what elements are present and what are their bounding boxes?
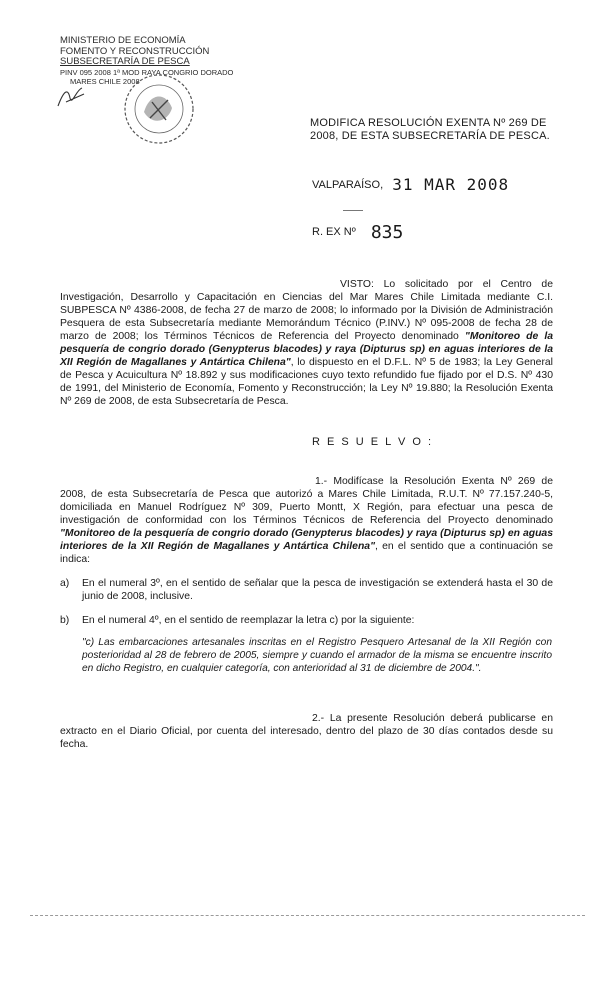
resuelvo-heading: R E S U E L V O : [312,436,434,448]
letterhead-reference-2: MARES CHILE 2008 [70,76,140,86]
letterhead-ministry: MINISTERIO DE ECONOMÍA [60,35,186,46]
point-1-text-1: 1.- Modifícase la Resolución Exenta Nº 269 de 2008, de esta Subsecretaría de Pesca que autorizó a Mares Chile Limitada, R.U.T. Nº 77.157.240-5, domiciliada en Manuel Rodríguez Nº 309, Puerto Montt, X Región, para efectuar una pesca de investigación de conformidad con los Términos Técnicos de Referencia del Proyecto denominado [60,476,553,526]
item-a-text: En el numeral 3º, en el sentido de señalar que la pesca de investigación se extenderá hasta el 30 de junio de 2008, inclusive. [82,578,553,602]
letterhead-subsecretaria: SUBSECRETARÍA DE PESCA [60,56,190,67]
item-a [60,577,553,603]
point-2-text: 2.- La presente Resolución deberá publicarse en extracto en el Diario Oficial, por cuenta del interesado, dentro del plazo de 30 días contados desde su fecha. [60,713,553,750]
visto-text-1: Lo solicitado por el Centro de Investigación, Desarrollo y Capacitación en Ciencias del Mar Mares Chile Limitada mediante C.I. SUBPESCA Nº 4386-2008, de fecha 27 de marzo de 2008; lo informado por la División de Administración Pesquera de esta Subsecretaría mediante Memorándum Técnico (P.INV.) Nº 095-2008 de fecha 28 de marzo de 2008; los Términos Técnicos de Referencia del Proyecto denominado [60,279,553,342]
place-date-line [312,175,509,194]
separator-mark [343,210,363,211]
initials-signature [54,84,94,112]
place-label: VALPARAÍSO, [312,179,384,191]
resolution-number-label: R. EX Nº [312,226,356,238]
resolution-point-2 [60,712,553,751]
visto-lead: VISTO: [340,279,374,290]
date-stamp: 31 MAR 2008 [392,175,510,194]
item-b [60,614,553,627]
resolution-number: 835 [370,222,404,243]
visto-project-title: "Monitoreo de la pesquería de congrio dorado (Genypterus blacodes) y raya (Dipturus sp) en aguas interiores de la XII Región de Magallanes y Antártica Chilena" [60,331,553,368]
point-1-text-2: , en el sentido que a continuación se indica: [60,541,553,565]
page-bottom-rule [30,915,585,916]
visto-paragraph [60,278,553,408]
item-b-label: b) [60,615,70,626]
point-1-project-title: "Monitoreo de la pesquería de congrio dorado (Genypterus blacodes) y raya (Dipturus sp) en aguas interiores de la XII Región de Magallanes y Antártica Chilena" [60,528,553,552]
visto-text-2: , lo dispuesto en el D.F.L. Nº 5 de 1983; la Ley General de Pesca y Acuicultura Nº 18.892 y sus modificaciones cuyo texto refundido fue fijado por el D.S. Nº 430 de 1991, del Ministerio de Economía, Fomento y Reconstrucción; la Ley Nº 19.880; la Resolución Exenta Nº 269 de 2008, de esta Subsecretaría de Pesca. [60,357,553,407]
letterhead-reference: PINV 095 2008 1ª MOD RAYA CONGRIO DORADO [60,67,234,77]
resolution-number-line [312,222,403,243]
subject-heading: MODIFICA RESOLUCIÓN EXENTA Nº 269 DE 2008, DE ESTA SUBSECRETARÍA DE PESCA. [310,117,550,142]
replacement-quote: "c) Las embarcaciones artesanales inscritas en el Registro Pesquero Artesanal de la XII Región con posterioridad al 28 de febrero de 2005, siempre y cuando el armador de la misma se encuentre inscrito en dicho Registro, en cualquier categoría, con anterioridad al 31 de diciembre de 2004.". [82,637,552,674]
item-b-text: En el numeral 4º, en el sentido de reemplazar la letra c) por la siguiente: [82,615,415,626]
item-a-label: a) [60,578,70,589]
letterhead-ministry-sub: FOMENTO Y RECONSTRUCCIÓN [60,45,210,57]
official-stamp [122,72,196,146]
resolution-point-1 [60,475,553,566]
